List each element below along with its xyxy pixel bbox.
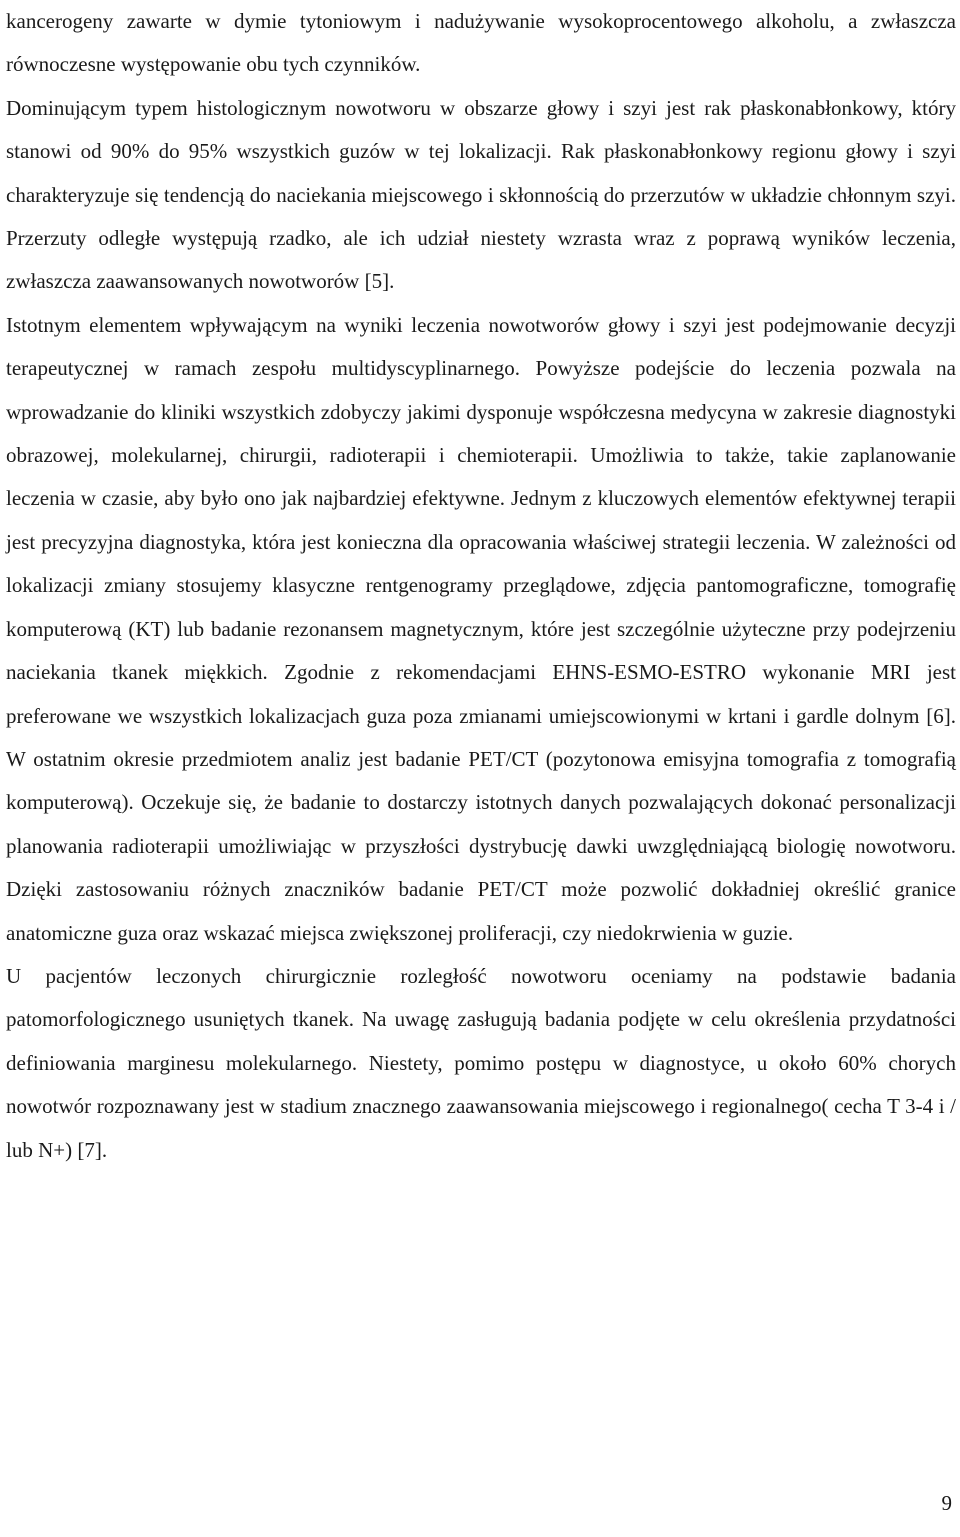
paragraph-histology: Dominującym typem histologicznym nowotworu w obszarze głowy i szyi jest rak płaskonabłonkowy, który stanowi od 90% do 95% wszystkich guzów w tej lokalizacji. Rak płaskonabłonkowy regionu głowy i szyi charakteryzuje się tendencją do naciekania miejscowego i skłonnością do przerzutów w układzie chłonnym szyi. Przerzuty odległe występują rzadko, ale ich udział niestety wzrasta wraz z poprawą wyników leczenia, zwłaszcza zaawansowanych nowotworów [5]. [6, 95, 956, 294]
paragraph-diagnostics: Istotnym elementem wpływającym na wyniki leczenia nowotworów głowy i szyi jest podejmowanie decyzji terapeutycznej w ramach zespołu multidyscyplinarnego. Powyższe podejście do leczenia pozwala na wprowadzanie do kliniki wszystkich zdobyczy jakimi dysponuje współczesna medycyna w zakresie diagnostyki obrazowej, molekularnej, chirurgii, radioterapii i chemioterapii. Umożliwia to także, takie zaplanowanie leczenia w czasie, aby było ono jak najbardziej efektywne. Jednym z kluczowych elementów efektywnej terapii jest precyzyjna diagnostyka, która jest konieczna dla opracowania właściwej strategii leczenia. W zależności od lokalizacji zmiany stosujemy klasyczne rentgenogramy przeglądowe, zdjęcia pantomograficzne, tomografię komputerową (KT) lub badanie rezonansem magnetycznym, które jest szczególnie użyteczne przy podejrzeniu naciekania tkanek miękkich. Zgodnie z rekomendacjami EHNS-ESMO-ESTRO wykonanie MRI jest preferowane we wszystkich lokalizacjach guza poza zmianami umiejscowionymi w krtani i gardle dolnym [6]. W ostatnim okresie przedmiotem analiz jest badanie PET/CT (pozytonowa emisyjna tomografia z tomografią komputerową). Oczekuje się, że badanie to dostarczy istotnych danych pozwalających dokonać personalizacji planowania radioterapii umożliwiając w przyszłości dystrybucję dawki uwzględniającą biologię nowotworu. Dzięki zastosowaniu różnych znaczników badanie PET/CT może pozwolić dokładniej określić granice anatomiczne guza oraz wskazać miejsca zwiększonej proliferacji, czy niedokrwienia w guzie. [6, 312, 956, 945]
paragraph-continuation: kancerogeny zawarte w dymie tytoniowym i nadużywanie wysokoprocentowego alkoholu, a zwłaszcza równoczesne występowanie obu tych czynników. [6, 9, 956, 77]
page-number: 9 [941, 1491, 952, 1515]
document-body [6, 0, 956, 1172]
paragraph-surgery: U pacjentów leczonych chirurgicznie rozległość nowotworu oceniamy na podstawie badania patomorfologicznego usuniętych tkanek. Na uwagę zasługują badania podjęte w celu określenia przydatności definiowania marginesu molekularnego. Niestety, pomimo postępu w diagnostyce, u około 60% chorych nowotwór rozpoznawany jest w stadium znacznego zaawansowania miejscowego i regionalnego( cecha T 3-4 i / lub N+) [7]. [6, 963, 956, 1162]
